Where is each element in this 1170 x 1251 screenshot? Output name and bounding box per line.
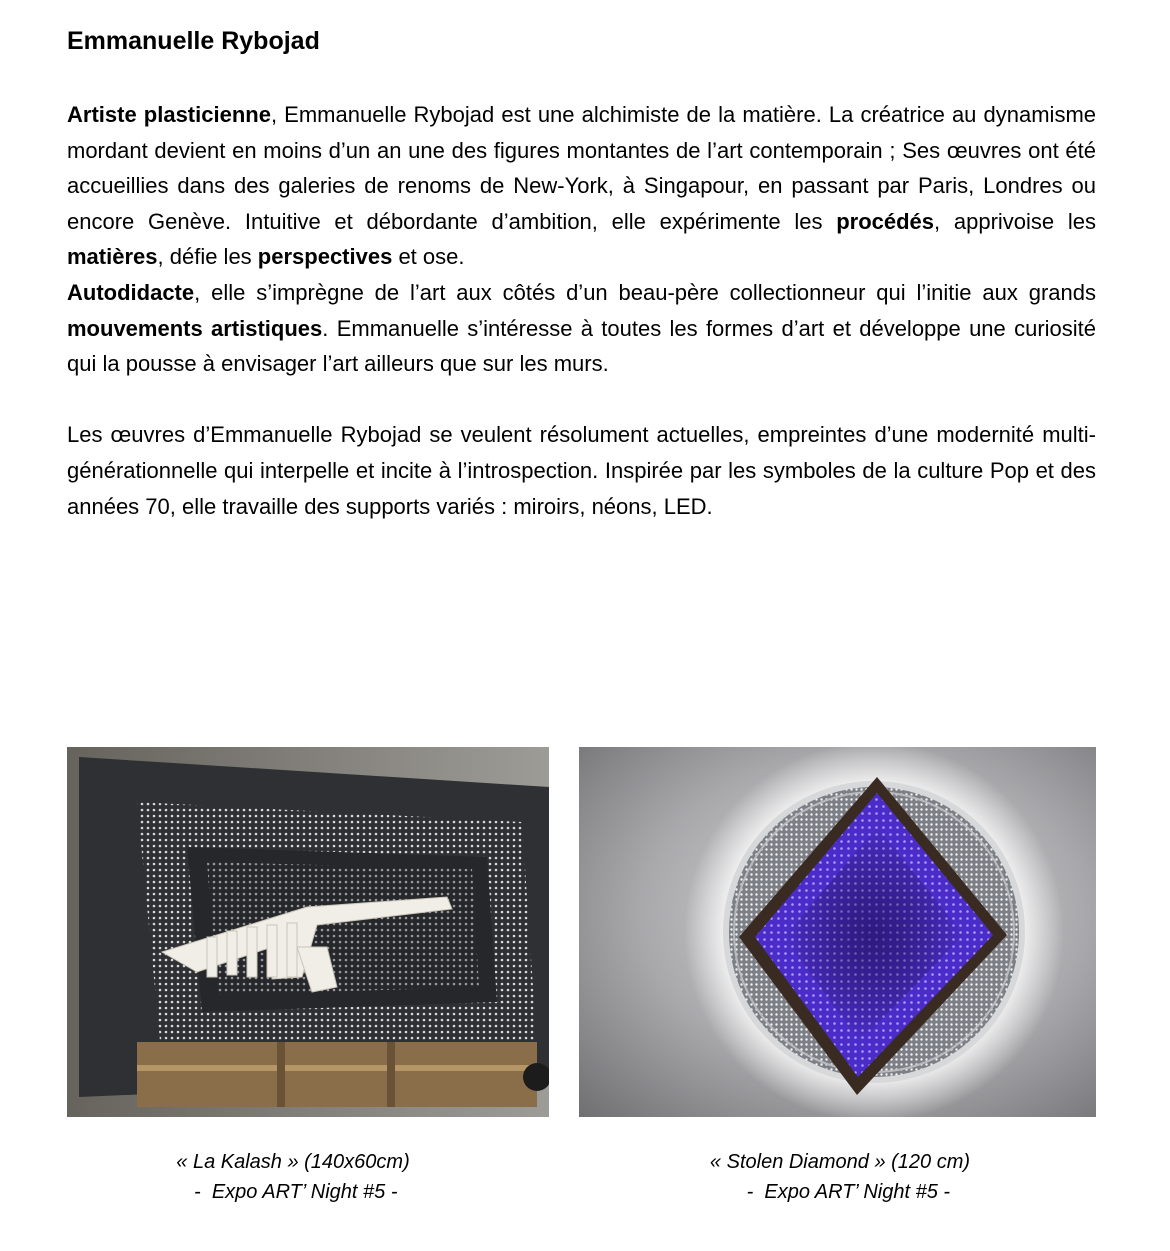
text-span: , défie les	[157, 244, 258, 270]
paragraph-autodidact	[67, 275, 1096, 382]
bold-term: perspectives	[257, 244, 393, 270]
artwork-photo-la-kalash	[67, 747, 549, 1117]
artwork-caption-la-kalash	[63, 1147, 523, 1207]
caption-title: « La Kalash » (140x60cm)	[176, 1151, 410, 1173]
text-span: . Emmanuelle s’intéresse à toutes les formes d’art et développe une curiosité qui la pousse à envisager l’art ailleurs que sur les murs.	[67, 315, 1096, 377]
text-span: , elle s’imprègne de l’art aux côtés d’un beau-père collectionneur qui l’initie aux grands	[194, 279, 1096, 305]
text-span: et ose.	[392, 244, 465, 270]
bold-term: Autodidacte	[67, 279, 195, 305]
artwork-photo-stolen-diamond	[579, 747, 1096, 1117]
bold-term: matières	[67, 244, 158, 270]
caption-title: « Stolen Diamond » (120 cm)	[709, 1151, 971, 1173]
bold-term: mouvements artistiques	[67, 315, 323, 341]
caption-exhibition: - Expo ART’ Night #5 -	[188, 1181, 398, 1203]
caption-exhibition: - Expo ART’ Night #5 -	[729, 1181, 951, 1203]
bold-term: procédés	[836, 208, 935, 234]
bold-term: Artiste plasticienne	[67, 102, 271, 127]
paragraph-intro	[67, 97, 1096, 275]
text-span: , apprivoise les	[934, 208, 1096, 234]
text-span: , Emmanuelle Rybojad est une alchimiste de la matière. La créatrice au dynamisme mordant devient en moins d’un an une des figures montantes de l’art contemporain ; Ses œuvres ont été accueillies dans des galeries de renoms de New-York, à Singapour, en passant par Paris, Londres ou encore Genève. Intuitive et débordante d’ambition, elle expérimente les	[67, 102, 1096, 234]
artwork-caption-stolen-diamond	[610, 1147, 1070, 1207]
page-title: Emmanuelle Rybojad	[67, 27, 320, 55]
paragraph-works: Les œuvres d’Emmanuelle Rybojad se veulent résolument actuelles, empreintes d’une modernité multi-générationnelle qui interpelle et incite à l’introspection. Inspirée par les symboles de la culture Pop et des années 70, elle travaille des supports variés : miroirs, néons, LED.	[67, 422, 1096, 519]
artist-biography	[67, 97, 1096, 524]
